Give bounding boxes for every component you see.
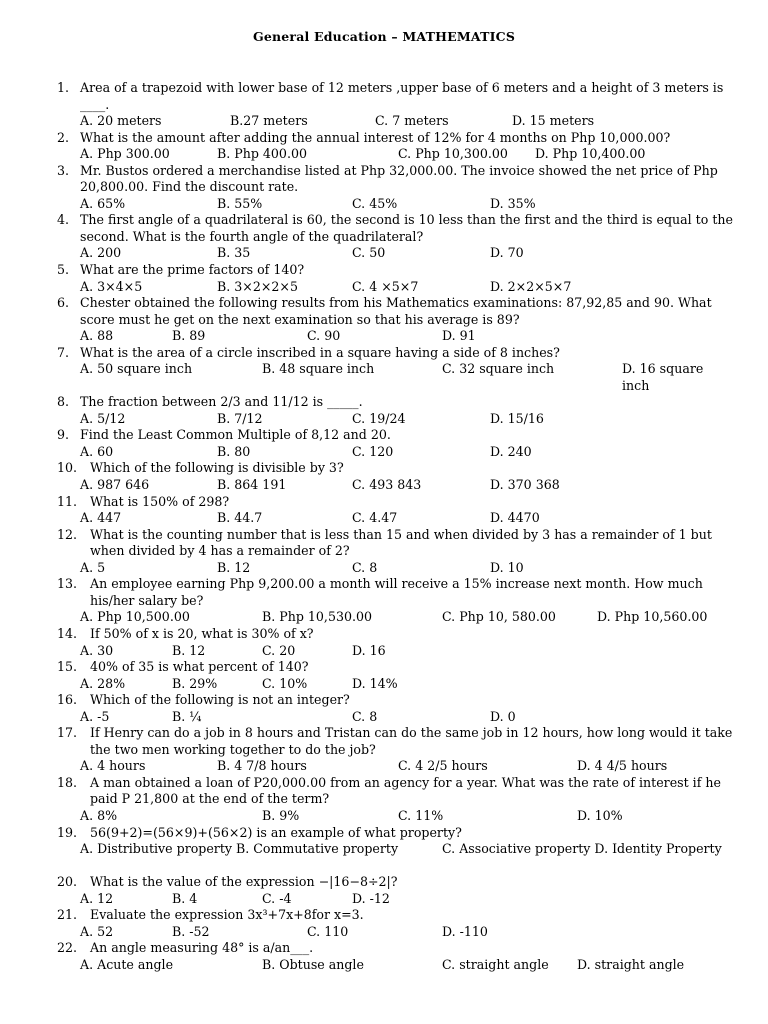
answer-option[interactable]: B. 4 (172, 890, 198, 906)
answer-option[interactable]: D. -12 (352, 890, 390, 906)
question-number: 19. (57, 824, 78, 840)
answer-options (57, 196, 733, 213)
answer-options (57, 758, 733, 775)
answer-option[interactable]: B. 3×2×2×5 (217, 278, 298, 294)
question-text: Which of the following is divisible by 3? (90, 460, 344, 476)
answer-option[interactable]: B. 9% (262, 807, 300, 823)
question-number: 12. (57, 526, 78, 542)
question-number: 20. (57, 874, 78, 890)
question-text: An employee earning Php 9,200.00 a month will receive a 15% increase next month. How much his/her salary be? (90, 576, 703, 608)
answer-option[interactable]: C. -4 (262, 890, 292, 906)
question-item (57, 460, 733, 493)
question-text: 56(9+2)=(56×9)+(56×2) is an example of what property? (90, 824, 462, 840)
answer-option[interactable]: A. Php 10,500.00 (80, 609, 190, 625)
question-item (57, 775, 733, 825)
answer-option[interactable]: C. 20 (262, 642, 296, 658)
answer-option[interactable]: D. 15 meters (512, 113, 595, 129)
answer-option[interactable]: B. Php 10,530.00 (262, 609, 373, 625)
answer-option[interactable]: C. 4 ×5×7 (352, 278, 419, 294)
answer-option[interactable]: A. 5 (80, 559, 106, 575)
answer-option[interactable]: A. 5/12 (80, 410, 126, 426)
question-text: The first angle of a quadrilateral is 60, the second is 10 less than the first and the third is equal to the second. What is the fourth angle of the quadrilateral? (80, 212, 733, 244)
question-number: 5. (57, 262, 70, 278)
answer-option[interactable]: D. 35% (490, 195, 536, 211)
question-number: 7. (57, 344, 70, 360)
question-item (57, 940, 733, 973)
answer-option[interactable]: D. 15/16 (490, 410, 544, 426)
answer-option[interactable]: B. 12 (217, 559, 251, 575)
answer-option[interactable]: B. 55% (217, 195, 263, 211)
question-number: 13. (57, 576, 78, 592)
answer-option[interactable]: C. Php 10,300.00 (398, 146, 508, 162)
answer-option[interactable]: C. straight angle (442, 956, 549, 972)
question-item (57, 527, 733, 577)
question-item (57, 212, 733, 262)
answer-option[interactable]: C. 7 meters (375, 113, 449, 129)
answer-option[interactable]: B. ¼ (172, 708, 202, 724)
question-item (57, 874, 733, 907)
question-number: 21. (57, 907, 78, 923)
answer-option[interactable]: A. 60 (80, 443, 114, 459)
answer-options (57, 444, 733, 461)
question-text: What are the prime factors of 140? (80, 262, 305, 278)
question-number: 17. (57, 725, 78, 741)
question-text: 40% of 35 is what percent of 140? (90, 659, 309, 675)
question-item (57, 692, 733, 725)
answer-option[interactable]: D. 4470 (490, 510, 540, 526)
answer-option[interactable]: B.27 meters (230, 113, 308, 129)
answer-option[interactable]: D. straight angle (577, 956, 685, 972)
answer-option[interactable]: A. 8% (80, 807, 118, 823)
answer-option[interactable]: C. 120 (352, 443, 394, 459)
answer-option[interactable]: C. 110 (307, 923, 349, 939)
answer-option[interactable]: D. 0 (490, 708, 516, 724)
answer-option[interactable]: A. 88 (80, 328, 114, 344)
answer-option[interactable]: C. 8 (352, 559, 378, 575)
answer-options (57, 328, 733, 345)
question-number: 11. (57, 493, 78, 509)
answer-option[interactable]: C. 4.47 (352, 510, 398, 526)
answer-options (57, 146, 733, 163)
answer-option[interactable]: C. 19/24 (352, 410, 406, 426)
question-number: 2. (57, 129, 70, 145)
answer-option[interactable]: A. 4 hours (80, 758, 146, 774)
question-number: 6. (57, 295, 70, 311)
answer-option[interactable]: B. 7/12 (217, 410, 263, 426)
answer-option[interactable]: A. 50 square inch (80, 361, 193, 377)
answer-option[interactable]: A. 3×4×5 (80, 278, 143, 294)
question-list (57, 80, 733, 973)
answer-option[interactable]: D. 16 (352, 642, 386, 658)
question-text: Find the Least Common Multiple of 8,12 and 20. (80, 427, 391, 443)
question-item (57, 494, 733, 527)
question-text: Area of a trapezoid with lower base of 12 meters ,upper base of 6 meters and a height of 3 meters is ____. (80, 80, 724, 112)
answer-option[interactable]: A. 65% (80, 195, 126, 211)
document-title: General Education – MATHEMATICS (252, 29, 516, 44)
question-item (57, 262, 733, 295)
answer-options (57, 510, 733, 527)
answer-option[interactable]: D. 370 368 (490, 477, 560, 493)
question-number: 14. (57, 625, 78, 641)
answer-option[interactable]: A. Distributive property B. Commutative property (80, 841, 399, 857)
question-item (57, 163, 733, 213)
answer-option[interactable]: D. 14% (352, 675, 398, 691)
answer-option[interactable]: B. 29% (172, 675, 218, 691)
answer-options (57, 411, 733, 428)
question-text: Mr. Bustos ordered a merchandise listed at Php 32,000.00. The invoice showed the net price of Php 20,800.00. Find the discount rate. (80, 162, 718, 195)
answer-option[interactable]: D. -110 (442, 923, 488, 939)
answer-option[interactable]: D. 2×2×5×7 (490, 278, 572, 294)
question-number: 9. (57, 427, 70, 443)
question-text: If 50% of x is 20, what is 30% of x? (90, 625, 314, 641)
question-number: 15. (57, 659, 78, 675)
answer-option[interactable]: B. 89 (172, 328, 206, 344)
question-item (57, 907, 733, 940)
answer-option[interactable]: A. Acute angle (80, 956, 174, 972)
question-text: What is the area of a circle inscribed in a square having a side of 8 inches? (80, 344, 560, 360)
answer-options (57, 361, 733, 394)
answer-option[interactable]: D. Php 10,400.00 (535, 146, 646, 162)
answer-option[interactable]: B. 12 (172, 642, 206, 658)
answer-option[interactable]: A. 12 (80, 890, 114, 906)
answer-option[interactable]: B. 48 square inch (262, 361, 375, 377)
answer-option[interactable]: A. 20 meters (80, 113, 162, 129)
answer-option[interactable]: A. 200 (80, 245, 122, 261)
answer-option[interactable]: A. 987 646 (80, 477, 150, 493)
answer-option[interactable]: A. 28% (80, 675, 126, 691)
question-text: What is the value of the expression −|16−8÷2|? (90, 874, 398, 890)
answer-options (57, 891, 733, 908)
answer-option[interactable]: A. Php 300.00 (80, 146, 170, 162)
question-number: 8. (57, 394, 70, 410)
question-item (57, 427, 733, 460)
answer-option[interactable]: D. 70 (490, 245, 524, 261)
answer-option[interactable]: D. 16 square inch (622, 361, 704, 393)
answer-option[interactable]: C. 45% (352, 195, 398, 211)
question-item (57, 295, 733, 345)
answer-option[interactable]: C. 493 843 (352, 477, 422, 493)
answer-option[interactable]: C. 10% (262, 675, 308, 691)
answer-options (57, 245, 733, 262)
answer-options (57, 808, 733, 825)
answer-option[interactable]: D. 10% (577, 807, 623, 823)
answer-options (57, 924, 733, 941)
answer-option[interactable]: B. 44.7 (217, 510, 263, 526)
answer-options (57, 560, 733, 577)
answer-option[interactable]: C. 90 (307, 328, 341, 344)
question-text: What is the amount after adding the annual interest of 12% for 4 months on Php 10,000.00? (80, 129, 671, 145)
question-text: What is the counting number that is less than 15 and when divided by 3 has a remainder of 1 but when divided by 4 has a remainder of 2? (90, 526, 712, 559)
question-item (57, 659, 733, 692)
question-number: 10. (57, 460, 78, 476)
answer-options (57, 709, 733, 726)
answer-options (57, 957, 733, 974)
answer-option[interactable]: C. 8 (352, 708, 378, 724)
question-text: The fraction between 2/3 and 11/12 is _____. (80, 394, 363, 410)
answer-options (57, 609, 733, 626)
question-text: Evaluate the expression 3x³+7x+8for x=3. (90, 907, 364, 923)
answer-option[interactable]: D. Php 10,560.00 (597, 609, 708, 625)
question-item (57, 626, 733, 659)
answer-option[interactable]: D. 4 4/5 hours (577, 758, 668, 774)
answer-option[interactable]: C. 11% (398, 807, 444, 823)
answer-options (57, 676, 733, 693)
question-item (57, 130, 733, 163)
answer-option[interactable]: B. 80 (217, 443, 251, 459)
question-item (57, 576, 733, 626)
answer-option[interactable]: C. 32 square inch (442, 361, 555, 377)
question-text: What is 150% of 298? (90, 493, 230, 509)
answer-option[interactable]: B. 35 (217, 245, 251, 261)
answer-option[interactable]: C. 50 (352, 245, 386, 261)
answer-option[interactable]: C. Associative property D. Identity Property (442, 841, 722, 857)
answer-option[interactable]: B. 4 7/8 hours (217, 758, 307, 774)
question-number: 3. (57, 162, 70, 178)
question-text: Which of the following is not an integer? (90, 692, 350, 708)
question-text: A man obtained a loan of P20,000.00 from an agency for a year. What was the rate of interest if he paid P 21,800 at the end of the term? (90, 774, 721, 807)
answer-option[interactable]: D. 240 (490, 443, 532, 459)
question-text: Chester obtained the following results from his Mathematics examinations: 87,92,85 and 90. What score must he get on the next examination so that his average is 89? (80, 295, 712, 327)
question-item (57, 80, 733, 130)
question-number: 22. (57, 940, 78, 956)
answer-option[interactable]: B. Obtuse angle (262, 956, 364, 972)
question-item (57, 394, 733, 427)
answer-option[interactable]: A. -5 (80, 708, 110, 724)
answer-option[interactable]: B. Php 400.00 (217, 146, 307, 162)
answer-option[interactable]: C. 4 2/5 hours (398, 758, 488, 774)
question-number: 4. (57, 212, 70, 228)
answer-option[interactable]: C. Php 10, 580.00 (442, 609, 556, 625)
question-item (57, 725, 733, 775)
question-number: 1. (57, 80, 70, 95)
answer-option[interactable]: D. 10 (490, 559, 524, 575)
question-number: 18. (57, 774, 78, 790)
answer-option[interactable]: A. 447 (80, 510, 122, 526)
answer-option[interactable]: A. 52 (80, 923, 114, 939)
question-text: If Henry can do a job in 8 hours and Tristan can do the same job in 12 hours, how long would it take the two men working together to do the job? (90, 725, 733, 757)
answer-options (57, 477, 733, 494)
question-item (57, 345, 733, 395)
question-text: An angle measuring 48° is a/an___. (90, 940, 314, 956)
answer-options (57, 279, 733, 296)
answer-options (57, 643, 733, 660)
answer-option[interactable]: B. -52 (172, 923, 210, 939)
answer-options (57, 113, 733, 130)
answer-option[interactable]: D. 91 (442, 328, 476, 344)
question-item (57, 825, 733, 875)
question-number: 16. (57, 692, 78, 708)
answer-option[interactable]: B. 864 191 (217, 477, 287, 493)
answer-option[interactable]: A. 30 (80, 642, 114, 658)
answer-options (57, 841, 733, 874)
